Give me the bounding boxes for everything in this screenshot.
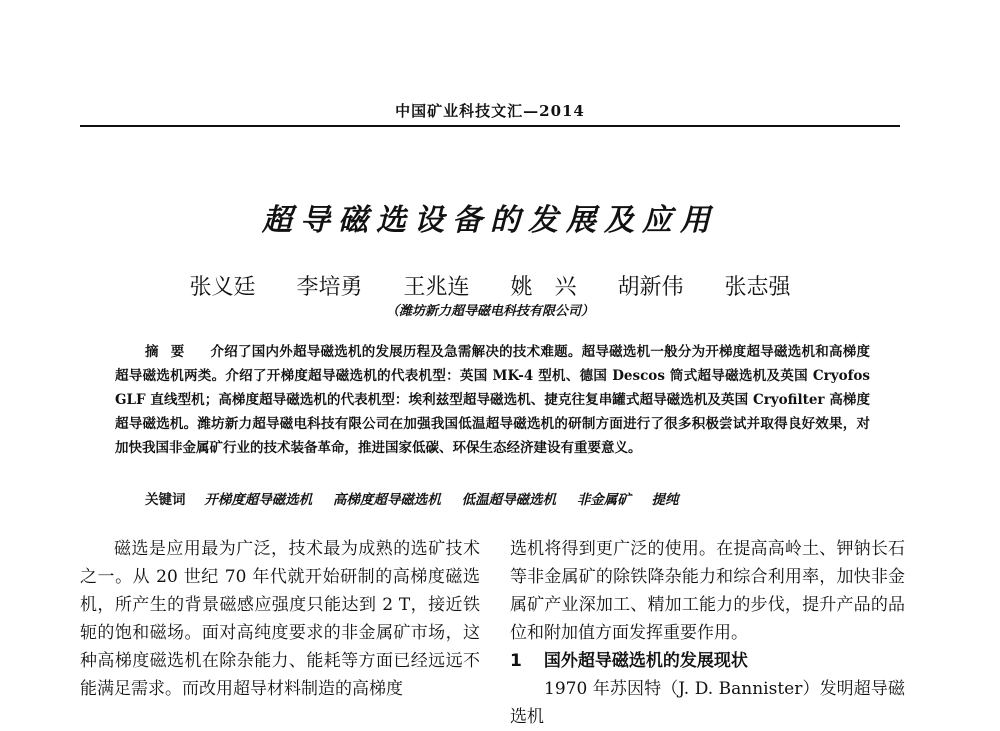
affiliation: （潍坊新力超导磁电科技有限公司） <box>385 304 594 319</box>
section-number: 1 <box>510 651 522 671</box>
keywords <box>145 488 885 508</box>
paper-title: 超导磁选设备的发展及应用 <box>262 203 718 238</box>
abstract-label: 摘要 <box>145 344 197 360</box>
author-name: 张志强 <box>724 275 791 300</box>
author-name: 李培勇 <box>296 275 363 300</box>
abstract-text: 介绍了国内外超导磁选机的发展历程及急需解决的技术难题。超导磁选机一般分为开梯度超导磁选机和高梯度超导磁选机两类。介绍了开梯度超导磁选机的代表机型：英国 MK-4 型机、德国 Descos 筒式超导磁选机及英国 Cryofos GLF 直线型机；高梯度超导磁选机的代表机型：埃利兹型超导磁选机、捷克往复串罐式超导磁选机及英国 Cryofilter 高梯度超导磁选机。潍坊新力超导磁电科技有限公司在加强我国低温超导磁选机的研制方面进行了很多积极尝试并取得良好效果，对加快我国非金属矿行业的技术装备革命，推进国家低碳、环保生态经济建设有重要意义。 <box>115 344 871 456</box>
author-list <box>80 270 900 301</box>
body-left-column <box>80 535 480 703</box>
section-heading <box>510 647 905 675</box>
body-right-column <box>510 535 905 731</box>
keyword: 低温超导磁选机 <box>461 492 557 508</box>
keyword: 高梯度超导磁选机 <box>332 492 441 508</box>
author-name: 王兆连 <box>403 275 470 300</box>
body-paragraph: 1970 年苏因特（J. D. Bannister）发明超导磁选机 <box>510 679 905 727</box>
section-title: 国外超导磁选机的发展现状 <box>543 651 748 671</box>
keywords-label: 关键词 <box>145 492 186 508</box>
author-name: 胡新伟 <box>617 275 684 300</box>
keyword: 非金属矿 <box>576 492 631 508</box>
header-rule <box>80 125 900 127</box>
abstract <box>115 340 870 460</box>
body-paragraph: 磁选是应用最为广泛，技术最为成熟的选矿技术之一。从 20 世纪 70 年代就开始研制的高梯度磁选机，所产生的背景磁感应强度只能达到 2 T，接近铁轭的饱和磁场。面对高纯度要求的非金属矿市场，这种高梯度磁选机在除杂能力、能耗等方面已经远远不能满足需求。而改用超导材料制造的高梯度 <box>80 539 480 699</box>
keyword: 提纯 <box>651 492 679 508</box>
author-name: 姚 兴 <box>510 275 577 300</box>
keyword: 开梯度超导磁选机 <box>204 492 313 508</box>
body-paragraph: 选机将得到更广泛的使用。在提高高岭土、钾钠长石等非金属矿的除铁降杂能力和综合利用率，加快非金属矿产业深加工、精加工能力的步伐，提升产品的品位和附加值方面发挥重要作用。 <box>510 539 905 643</box>
running-header: 中国矿业科技文汇—2014 <box>395 102 585 120</box>
author-name: 张义廷 <box>189 275 256 300</box>
